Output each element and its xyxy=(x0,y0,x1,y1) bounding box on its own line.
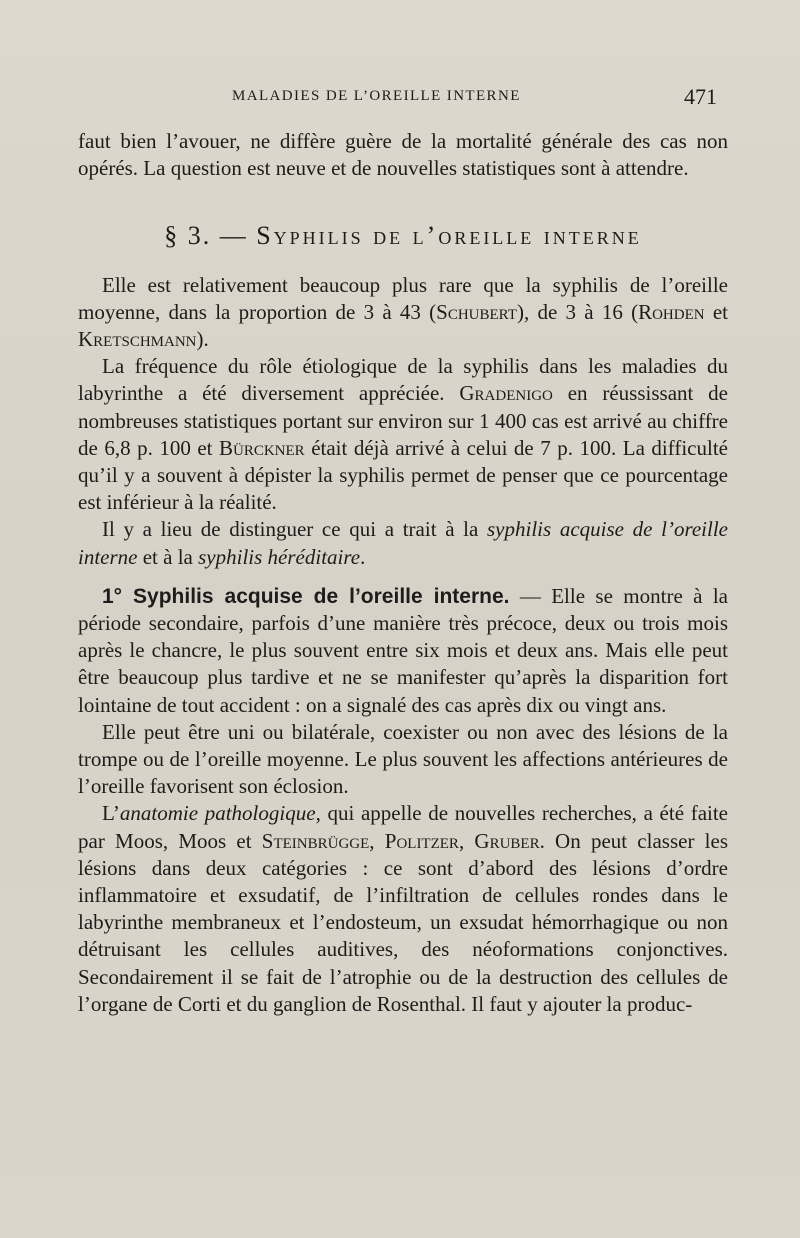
text-run: , qui appelle de nouvelles recherches, a été faite par Moos, Moos et xyxy=(78,801,729,853)
text-run: Il y a lieu de distinguer ce qui a trait à la xyxy=(102,517,487,542)
text-run: . xyxy=(360,544,366,569)
text-run: ), de 3 à 16 ( xyxy=(516,299,639,324)
paragraph-anatomy xyxy=(78,800,728,1018)
body-text xyxy=(78,128,728,1018)
text-run: en réussissant de nombreuses statistiques portant sur environ sur 1 400 cas est arrivé au chiffre de 6,8 p. 100 et xyxy=(78,381,729,460)
text-run: , xyxy=(369,828,385,853)
intro-paragraph: faut bien l’avouer, ne diffère guère de la mortalité générale des cas non opérés. La question est neuve et de nouvelles statistiques sont à attendre. xyxy=(78,129,728,181)
text-run: était déjà arrivé à celui de 7 p. 100. La difficulté qu’il y a souvent à dépister la syphilis permet de penser que ce pourcentage est inférieur à la réalité. xyxy=(78,435,728,515)
section-number: § 3. — xyxy=(164,221,248,251)
paragraph-distinction xyxy=(78,516,728,570)
text-run: Elle est relativement beaucoup plus rare que la syphilis de l’oreille moyenne, dans la proportion de 3 à 43 ( xyxy=(78,272,728,324)
italic-term: anatomie pathologique xyxy=(119,801,316,826)
text-run: L’ xyxy=(102,801,120,826)
author-name: Bürckner xyxy=(219,435,305,460)
author-name: Gradenigo xyxy=(459,381,553,406)
subsection-heading: 1° Syphilis acquise de l’oreille interne. xyxy=(102,584,510,608)
section-title: Syphilis de l’oreille interne xyxy=(256,221,642,251)
paragraph-prevalence xyxy=(78,272,728,354)
italic-term: syphilis acquise de l’oreille interne xyxy=(78,517,728,569)
author-name: Politzer xyxy=(384,828,459,853)
text-run: — Elle se montre à la période secondaire, parfois d’une manière très précoce, deux ou trois mois après le chancre, le plus souvent entre six mois et deux ans. Mais elle peut être beaucoup plus tardive et ne se manifester qu’après la disparition fort lointaine de tout accident : on a signalé des cas après dix ou vingt ans. xyxy=(78,583,728,717)
author-name: Rohden xyxy=(638,299,705,324)
author-name: Steinbrügge xyxy=(261,828,370,853)
section-heading xyxy=(78,222,728,249)
paragraph-laterality: Elle peut être uni ou bilatérale, coexister ou non avec des lésions de la trompe ou de l’oreille moyenne. Le plus souvent les affections antérieures de l’oreille favorisent son éclosion. xyxy=(78,719,728,799)
text-run: , xyxy=(458,828,475,853)
author-name: Schubert xyxy=(436,299,517,324)
text-run: ). xyxy=(196,327,209,352)
paragraph-frequency xyxy=(78,353,728,516)
text-run: et à la xyxy=(137,544,199,569)
text-run: et xyxy=(704,299,728,324)
paragraph-acquired xyxy=(78,583,728,719)
running-head: MALADIES DE L’OREILLE INTERNE xyxy=(232,88,521,104)
author-name: Gruber xyxy=(474,828,540,853)
italic-term: syphilis héréditaire xyxy=(198,544,361,569)
author-name: Kretschmann xyxy=(78,327,197,352)
text-run: La fréquence du rôle étiologique de la syphilis dans les maladies du labyrinthe a été diversement appréciée. xyxy=(78,354,728,406)
text-run: . On peut classer les lésions dans deux catégories : ce sont d’abord des lésions d’ordre inflammatoire et exsudatif, de l’infiltration de cellules rondes dans le labyrinthe membraneux et l’endosteum, un exsudat hémorrhagique ou non détruisant les cellules auditives, des néoformations conjonctives. Secondairement il se fait de l’atrophie ou de la destruction des cellules de l’organe de Corti et du ganglion de Rosenthal. Il faut y ajouter la produc- xyxy=(78,828,728,1016)
page-number: 471 xyxy=(684,84,717,109)
